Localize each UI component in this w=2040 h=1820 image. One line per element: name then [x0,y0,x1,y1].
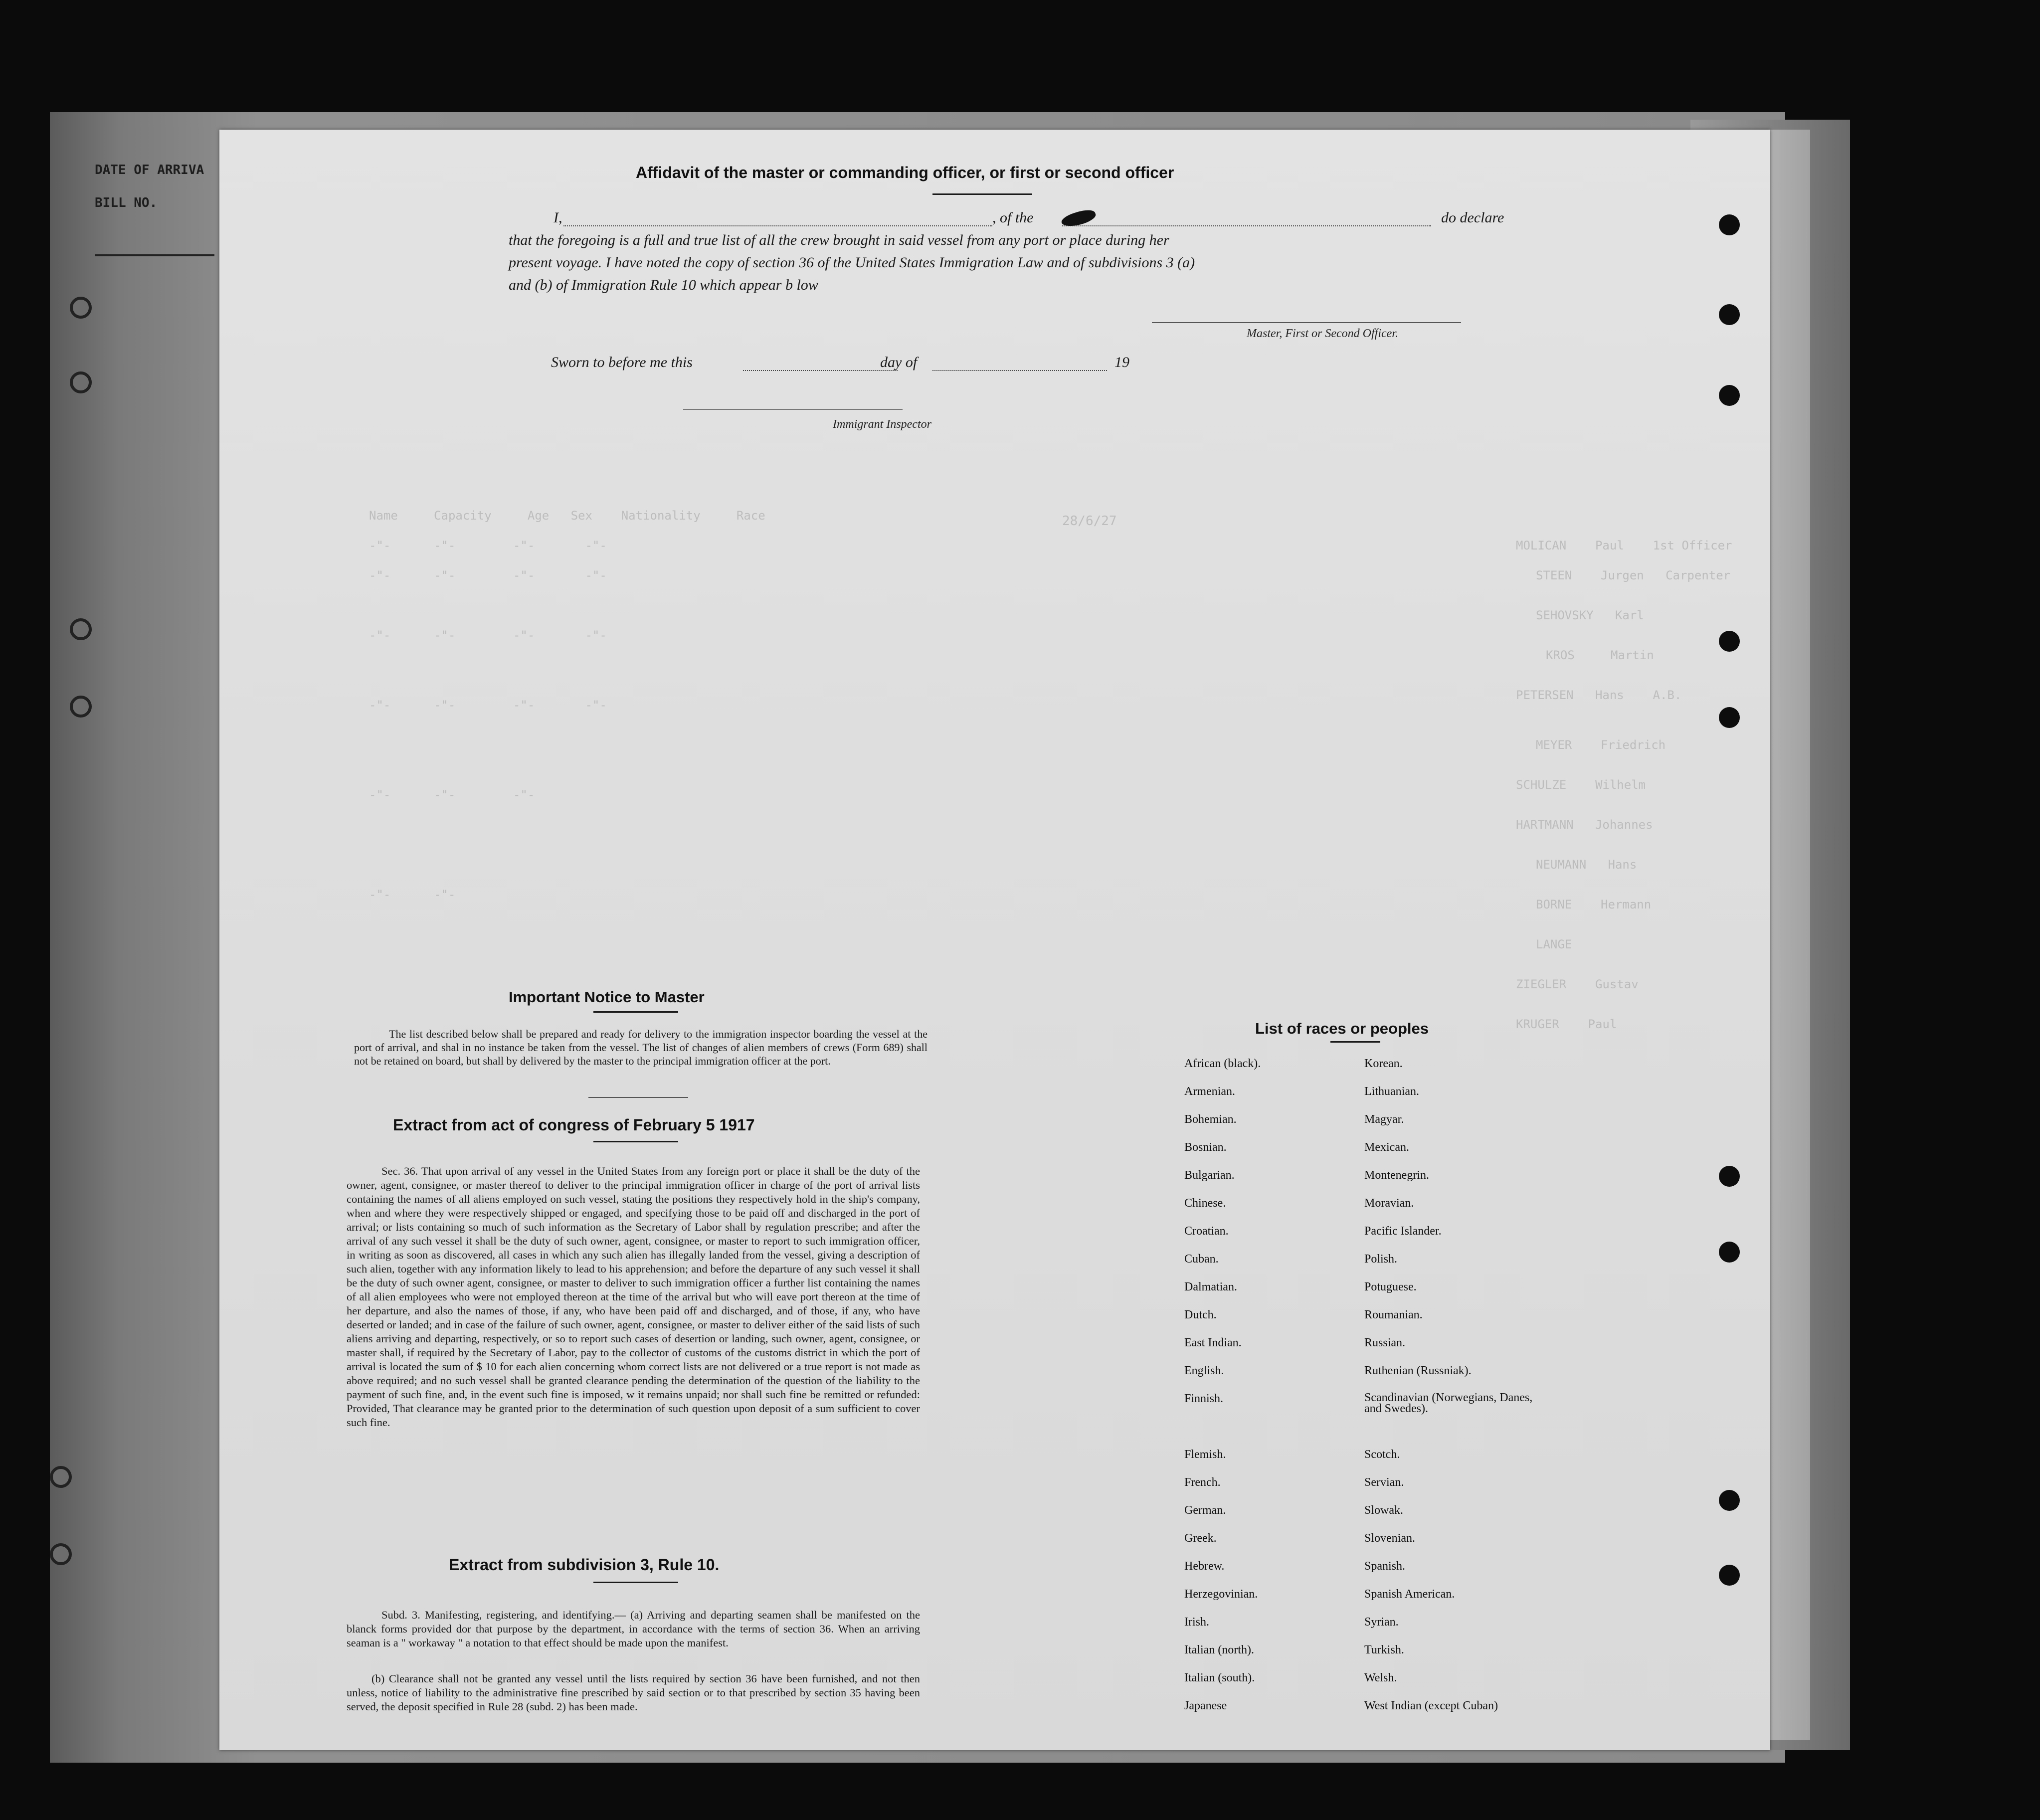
extract-act-text: Sec. 36. That upon arrival of any vessel in the United States from any foreign port or place it shall be the duty of the owner, agent, consignee, or master thereof to deliver to the principal immigration officer in charge of the port of arrival lists containing the names of all aliens employed on such vessel, stating the positions they respectively hold in the ship's company, when and where they were respectively shipped or engaged, and specifying those to be paid off and discharged in the port of arrival; or lists containing so much of such information as the Secretary of Labor shall by regulation prescribe; and after the arrival of any such vessel it shall be the duty of such owner, agent, consignee, or master to report to such immigration officer, in writing as soon as discovered, all cases in which any such alien has illegally landed from the vessel, giving a description of such alien, together with any information likely to lead to his apprehension; and before the departure of any such vessel it shall be the duty of such owner agent, consignee, or master to deliver to such immigration officer a further list containing the names of all alien employees who were not employed thereon at the time of the arrival but who will eave port thereon at the time of her departure, and also the names of those, if any, who have been paid off and discharged, and of those, if any, who have deserted or landed; and in case of the failure of such owner, agent, consignee, or master to deliver either of the said lists of such aliens arriving and departing, respectively, or so to report such cases of desertion or landing, such owner, agent, consignee, or master shall, if required by the Secretary of Labor, pay to the collector of customs of the customs district in which the port of arrival is located the sum of $ 10 for each alien concerning whom correct lists are not delivered or a true report is not made as above required; and no such vessel shall be granted clearance pending the determination of the question of the liability to the payment of such fine, and, in the event such fine is imposed, w it remains unpaid; nor shall such fine be remitted or refunded: Provided, That clearance may be granted prior to the determination of such question upon deposit of a sum sufficient to cover such fine. [347,1165,920,1429]
race-item: Welsh. [1364,1671,1397,1684]
race-item: English. [1184,1364,1224,1377]
race-item: Polish. [1364,1253,1398,1266]
race-item: Bohemian. [1184,1113,1237,1126]
punch-hole-icon [1719,385,1740,406]
race-item: Croatian. [1184,1225,1229,1238]
race-item: French. [1184,1476,1221,1489]
race-item: Irish. [1184,1616,1209,1629]
punch-hole-icon [70,696,92,718]
extract-rule-text-a: Subd. 3. Manifesting, registering, and identifying.— (a) Arriving and departing seamen shall be manifested on the blanck forms provided dor that purpose by the department, in accordance with the terms of section 36. When an arriving seaman is a " workaway " a notation to that effect should be made upon the manifest. [347,1609,920,1649]
races-title: List of races or peoples [1255,1020,1429,1037]
race-item: Ruthenian (Russniak). [1364,1364,1472,1377]
punch-hole-icon [1719,214,1740,235]
affidavit-line4: and (b) of Immigration Rule 10 which appear b low [509,277,818,293]
extract-rule-rule [593,1582,678,1583]
sworn-label: Sworn to before me this [551,354,693,370]
punch-hole-icon [1719,631,1740,652]
race-item: Chinese. [1184,1197,1226,1210]
date-of-arrival-label: DATE OF ARRIVA [95,163,204,178]
race-item: East Indian. [1184,1336,1242,1349]
race-item: Slovenian. [1364,1532,1415,1545]
notice-text: The list described below shall be prepared and ready for delivery to the immigration inspector boarding the vessel at the port of arrival, and shal in no instance be taken from the vessel. The list of changes of alien members of crews (Form 689) shall not be retained on board, but shall by delivered by the master to the principal immigration officer at the port. [354,1028,927,1067]
race-item: Flemish. [1184,1448,1226,1461]
race-item: Magyar. [1364,1113,1404,1126]
bill-no-label: BILL NO. [95,195,158,210]
race-item: Mexican. [1364,1141,1409,1154]
punch-hole-icon [1719,707,1740,728]
race-item: Servian. [1364,1476,1404,1489]
master-signature-line [1152,322,1461,323]
race-item: Potuguese. [1364,1280,1417,1293]
notice-bottom-rule [588,1097,688,1098]
affidavit-title-rule [932,193,1032,195]
year-label: 19 [1114,354,1129,370]
affidavit-line1-end: do declare [1441,209,1504,226]
affidavit-line3: present voyage. I have noted the copy of section 36 of the United States Immigration Law and of subdivisions 3 (a) [509,254,1195,271]
punch-hole-icon [70,618,92,640]
race-item: Hebrew. [1184,1560,1225,1573]
race-item: Roumanian. [1364,1308,1423,1321]
sworn-day-blank [743,370,898,371]
left-sheet-rule [95,254,214,256]
race-item: Spanish. [1364,1560,1406,1573]
punch-hole-icon [1719,1565,1740,1586]
extract-rule-title: Extract from subdivision 3, Rule 10. [449,1556,720,1574]
race-item: Bulgarian. [1184,1169,1235,1182]
race-item: Italian (south). [1184,1671,1255,1684]
notice-title-rule [593,1011,678,1013]
affidavit-line1-of: , of the [992,209,1034,226]
master-signature-label: Master, First or Second Officer. [1247,327,1398,340]
race-item: Cuban. [1184,1253,1219,1266]
extract-act-title: Extract from act of congress of February 5 1917 [393,1116,755,1134]
race-item: Dutch. [1184,1308,1217,1321]
race-item: Japanese [1184,1699,1227,1712]
race-item: African (black). [1184,1057,1261,1070]
race-item: West Indian (except Cuban) [1364,1699,1498,1712]
crew-list-page: Affidavit of the master or commanding officer, or first or second officer I, , of the do declare that the foregoing is a full and true list of all the crew brought in said vessel from any port or place during her present voyage. I have noted the copy of section 36 of the United States Immigration Law and of subdivisions 3 (a) and (b) of Immigration Rule 10 which appear b low Master, First or Second Officer. Sworn to before me this day of 19 Immigrant Inspector Name Capacity Age Sex Nationality Race 28/6/27 MOLICAN Paul 1st Officer STEEN Jurgen Carpenter SEHOVSKY Karl KROS Martin PETERSEN Hans A.B. MEYER Friedrich SCHULZE Wilhelm HARTMANN Johannes NEUMANN Hans BORNE Hermann LANGE ZIEGLER Gustav KRUGER Paul -"- -"- -"- -"- -"- -"- -"- -"- -"- -"- -"- -"- -"- -"- -"- -"- -"- -"- -"- -"- -"- Important Notice to Master The list described below shall be prepared and ready for delivery to the immigration inspector boarding the vessel at the port of arrival, and shal in no instance be taken from the vessel. The list of changes of alien members of crews (Form 689) shall not be retained on board, but shall by delivered by the master to the principal immigration officer at the port. Extract from act of congress of February 5 1917 Sec. 36. That upon arrival of any vessel in the United States from any foreign port or place it shall be the duty of the owner, agent, consignee, or master thereof to deliver to the principal immigration officer in charge of the port of arrival lists containing the names of all aliens employed on such vessel, stating the positions they respectively hold in the ship's company, when and where they were respectively shipped or engaged, and specifying those to be paid off and discharged in the port of arrival; or lists containing so much of such information as the Secretary of Labor shall by regulation prescribe; and after the arrival of any such vessel it shall be the duty of such owner, agent, consignee, or master to report to such immigration officer, in writing as soon as discovered, all cases in which any such alien has illegally landed from the vessel, giving a description of such alien, together with any information likely to lead to his apprehension; and before the departure of any such vessel it shall be the duty of such owner agent, consignee, or master to deliver to such immigration officer a further list containing the names of all alien employees who were not employed thereon at the time of the arrival but who will eave port thereon at the time of her departure, and also the names of those, if any, who have been paid off and discharged, and of those, if any, who have deserted or landed; and in case of the failure of such owner, agent, consignee, or master to deliver either of the said lists of such aliens arriving and departing, respectively, or so to report such cases of desertion or landing, such owner, agent, consignee, or master shall, if required by the Secretary of Labor, pay to the collector of customs of the customs district in which the port of arrival is located the sum of $ 10 for each alien concerning whom correct lists are not delivered or a true report is not made as above required; and no such vessel shall be granted clearance pending the determination of the question of the liability to the payment of such fine, and, in the event such fine is imposed, w it remains unpaid; nor shall such fine be remitted or refunded: Provided, That clearance may be granted prior to the determination of such question upon deposit of a sum sufficient to cover such fine. Extract from subdivision 3, Rule 10. Subd. 3. Manifesting, registering, and identifying.— (a) Arriving and departing seamen shall be manifested on the blanck forms provided dor that purpose by the department, in accordance with the terms of section 36. When an arriving seaman is a " workaway " a notation to that effect should be made upon the manifest. (b) Clearance shall not be granted any vessel until the lists required by section 36 have been furnished, and not then unless, notice of liability to the administrative fine prescribed by said section or to that prescribed by section 35 having been served, the deposit specified in Rule 28 (subd. 2) has been made. List of races or peoples African (black). Armenian. Bohemian. Bosnian. Bulgarian. Chinese. Croatian. Cuban. Dalmatian. Dutch. East Indian. English. Finnish. Flemish. French. German. Greek. Hebrew. Herzegovinian. Irish. Italian (north). Italian (south). Japanese Korean. Lithuanian. Magyar. Mexican. Montenegrin. Moravian. Pacific Islander. Polish. Potuguese. Roumanian. Russian. Ruthenian (Russniak). Scandinavian (Norwegians, Danes, and Swedes). Scotch. Servian. Slowak. Slovenian. Spanish. Spanish American. Syrian. Turkish. Welsh. West Indian (except Cuban) [219,130,1770,1750]
inspector-label: Immigrant Inspector [833,418,931,431]
name-blank [563,225,992,226]
race-item: Turkish. [1364,1643,1404,1656]
affidavit-title: Affidavit of the master or commanding officer, or first or second officer [636,164,1174,182]
race-item: Spanish American. [1364,1588,1455,1601]
race-item: Moravian. [1364,1197,1414,1210]
race-item: German. [1184,1504,1226,1517]
punch-hole-icon [1719,304,1740,325]
race-item: Pacific Islander. [1364,1225,1442,1238]
punch-hole-icon [50,1466,72,1488]
race-item: Montenegrin. [1364,1169,1429,1182]
race-item: Lithuanian. [1364,1085,1419,1098]
extract-act-rule [593,1141,678,1142]
race-item: Italian (north). [1184,1643,1254,1656]
notice-title: Important Notice to Master [509,988,705,1006]
month-blank [932,370,1107,371]
race-item: Dalmatian. [1184,1280,1237,1293]
affidavit-line2: that the foregoing is a full and true list of all the crew brought in said vessel from any port or place during her [509,232,1169,248]
punch-hole-icon [70,371,92,393]
race-item: Bosnian. [1184,1141,1227,1154]
race-item: Scotch. [1364,1448,1400,1461]
affidavit-line1-start: I, [554,209,562,226]
race-item: Armenian. [1184,1085,1235,1098]
race-item: Korean. [1364,1057,1403,1070]
race-item: Greek. [1184,1532,1217,1545]
races-title-rule [1330,1041,1380,1043]
punch-hole-icon [70,297,92,319]
punch-hole-icon [1719,1242,1740,1263]
inspector-signature-line [683,409,903,410]
punch-hole-icon [50,1543,72,1565]
race-item: Finnish. [1184,1392,1224,1405]
race-item: Slowak. [1364,1504,1403,1517]
race-item: Scandinavian (Norwegians, Danes, and Swedes). [1364,1391,1533,1415]
race-item: Syrian. [1364,1616,1399,1629]
vessel-blank [1062,225,1431,226]
ink-blot [1060,207,1098,230]
punch-hole-icon [1719,1166,1740,1187]
extract-rule-text-b: (b) Clearance shall not be granted any vessel until the lists required by section 36 have been furnished, and not then unless, notice of liability to the administrative fine prescribed by said section or to that prescribed by section 35 having been served, the deposit specified in Rule 28 (subd. 2) has been made. [347,1672,920,1713]
race-item: Russian. [1364,1336,1406,1349]
race-item: Herzegovinian. [1184,1588,1258,1601]
day-of-label: day of [880,354,918,370]
punch-hole-icon [1719,1490,1740,1511]
